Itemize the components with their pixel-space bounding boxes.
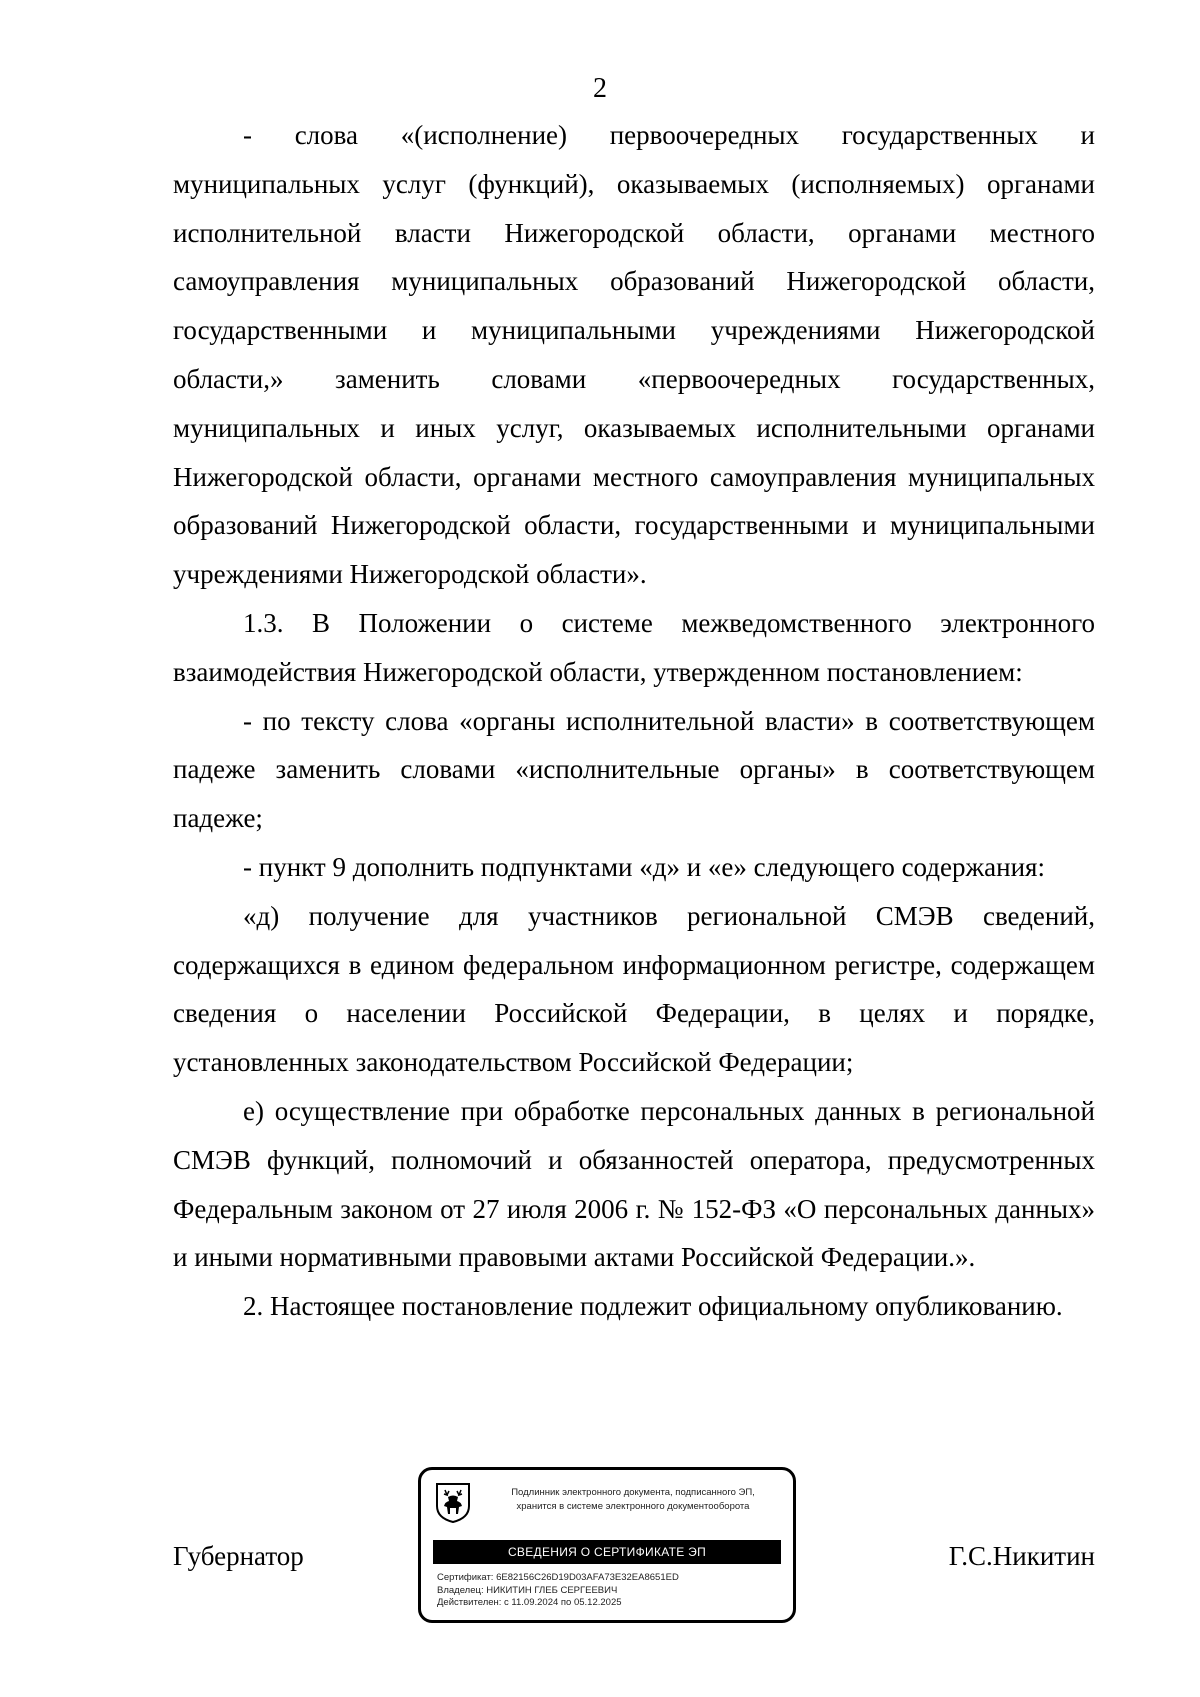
- paragraph: е) осуществление при обработке персональных данных в региональной СМЭВ функций, полномочий и обязанностей оператора, предусмотренных Федеральным законом от 27 июля 2006 г. № 152-ФЗ «О персональных данных» и иными нормативными правовыми актами Российской Федерации.».: [173, 1095, 1095, 1273]
- signatory-name: Г.С.Никитин: [948, 1541, 1095, 1571]
- stamp-note: [483, 1486, 783, 1514]
- stamp-details: [437, 1572, 787, 1610]
- stamp-note-line: хранится в системе электронного документооборота: [516, 1501, 750, 1512]
- document-body: [173, 111, 1095, 1331]
- certificate-validity: Действителен: с 11.09.2024 по 05.12.2025: [437, 1597, 622, 1608]
- stamp-header: СВЕДЕНИЯ О СЕРТИФИКАТЕ ЭП: [433, 1540, 781, 1564]
- paragraph: 2. Настоящее постановление подлежит официальному опубликованию.: [243, 1291, 1063, 1322]
- electronic-signature-stamp: [418, 1467, 796, 1623]
- signatory-title: Губернатор: [173, 1541, 304, 1571]
- paragraph: 1.3. В Положении о системе межведомственного электронного взаимодействия Нижегородской области, утвержденном постановлением:: [173, 607, 1095, 687]
- paragraph: - слова «(исполнение) первоочередных государственных и муниципальных услуг (функций), оказываемых (исполняемых) органами исполнительной власти Нижегородской области, органами местного самоуправления муниципальных образований Нижегородской области, государственными и муниципальными учреждениями Нижегородской области,» заменить словами «первоочередных государственных, муниципальных и иных услуг, оказываемых исполнительными органами Нижегородской области, органами местного самоуправления муниципальных образований Нижегородской области, государственными и муниципальными учреждениями Нижегородской области».: [173, 120, 1095, 590]
- paragraph: - по тексту слова «органы исполнительной власти» в соответствующем падеже заменить словами «исполнительные органы» в соответствующем падеже;: [173, 705, 1095, 834]
- page-number: 2: [593, 73, 607, 104]
- paragraph: - пункт 9 дополнить подпунктами «д» и «е» следующего содержания:: [243, 851, 1045, 882]
- certificate-owner: Владелец: НИКИТИН ГЛЕБ СЕРГЕЕВИЧ: [437, 1584, 618, 1596]
- deer-coat-of-arms-icon: [435, 1482, 471, 1524]
- stamp-note-line: Подлинник электронного документа, подписанного ЭП,: [511, 1487, 755, 1498]
- certificate-number: Сертификат: 6E82156C26D19D03AFA73E32EA8651ED: [437, 1572, 679, 1583]
- paragraph: «д) получение для участников региональной СМЭВ сведений, содержащихся в едином федеральном информационном регистре, содержащем сведения о населении Российской Федерации, в целях и порядке, установленных законодательством Российской Федерации;: [173, 900, 1095, 1078]
